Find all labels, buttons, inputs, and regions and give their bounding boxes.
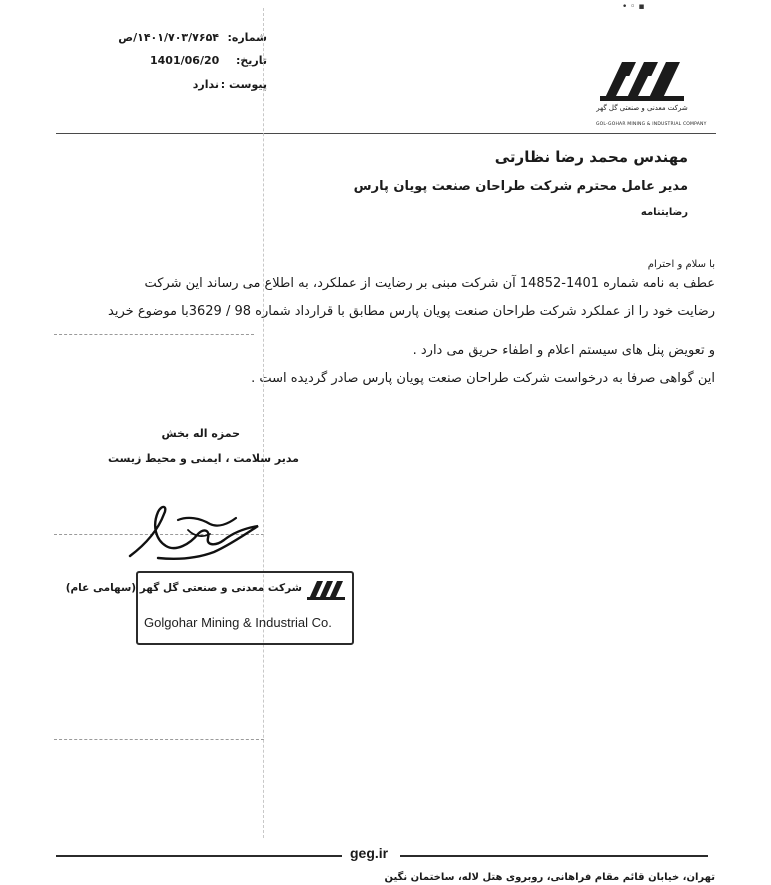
footer-rule-right xyxy=(400,855,708,857)
stamp-logo-icon xyxy=(306,579,346,601)
number-value: ۱۴۰۱/۷۰۳/۷۶۵۴/ص xyxy=(118,31,219,44)
attachment-label: پیوست : xyxy=(220,78,267,91)
body-line-2: رضایت خود را از عملکرد شرکت طراحان صنعت پویان پارس مطابق با قرارداد شماره 98 / 3629با موضوع خرید xyxy=(108,304,715,319)
number-label: شماره: xyxy=(227,31,267,44)
header-divider xyxy=(56,133,716,134)
greeting: با سلام و احترام xyxy=(647,259,715,270)
logo-caption-fa: شرکت معدنی و صنعتی گل گهر xyxy=(596,104,688,112)
company-stamp xyxy=(65,571,354,645)
signatory-name: حمزه اله بخش xyxy=(161,427,240,440)
logo-mark-icon xyxy=(596,56,688,106)
attachment-value: ندارد xyxy=(192,78,219,91)
handwritten-signature xyxy=(118,500,268,570)
scan-line-3 xyxy=(54,739,264,740)
date-label: تاریخ: xyxy=(235,54,267,67)
recipient-name: مهندس محمد رضا نظارتی xyxy=(494,148,688,166)
corner-marks: • ◦ ▪ xyxy=(622,2,645,12)
footer-website: geg.ir xyxy=(350,845,389,861)
letter-subject: رضایتنامه xyxy=(640,207,688,218)
footer-rule-left xyxy=(56,855,342,857)
recipient-title: مدیر عامل محترم شرکت طراحان صنعت پویان پارس xyxy=(353,179,688,194)
signatory-title: مدیر سلامت ، ایمنی و محیط زیست xyxy=(108,452,299,465)
date-value: 1401/06/20 xyxy=(150,54,220,67)
body-line-1: عطف به نامه شماره 1401-14852 آن شرکت مبنی بر رضایت از عملکرد، به اطلاع می رساند این شرکت xyxy=(144,276,715,291)
scan-line-vertical xyxy=(263,8,264,838)
stamp-text-en: Golgohar Mining & Industrial Co. xyxy=(144,615,332,630)
body-line-3: و تعویض پنل های سیستم اعلام و اطفاء حریق می دارد . xyxy=(412,343,715,358)
scan-line-1 xyxy=(54,334,254,335)
logo-caption-en: GOL-GOHAR MINING & INDUSTRIAL COMPANY xyxy=(596,122,707,127)
body-line-4: این گواهی صرفا به درخواست شرکت طراحان صنعت پویان پارس صادر گردیده است . xyxy=(251,371,715,386)
footer-address: تهران، خیابان قائم مقام فراهانی، روبروی هتل لاله، ساختمان نگین xyxy=(384,872,715,883)
stamp-text-fa: شرکت معدنی و صنعتی گل گهر (سهامی عام) xyxy=(65,582,302,594)
